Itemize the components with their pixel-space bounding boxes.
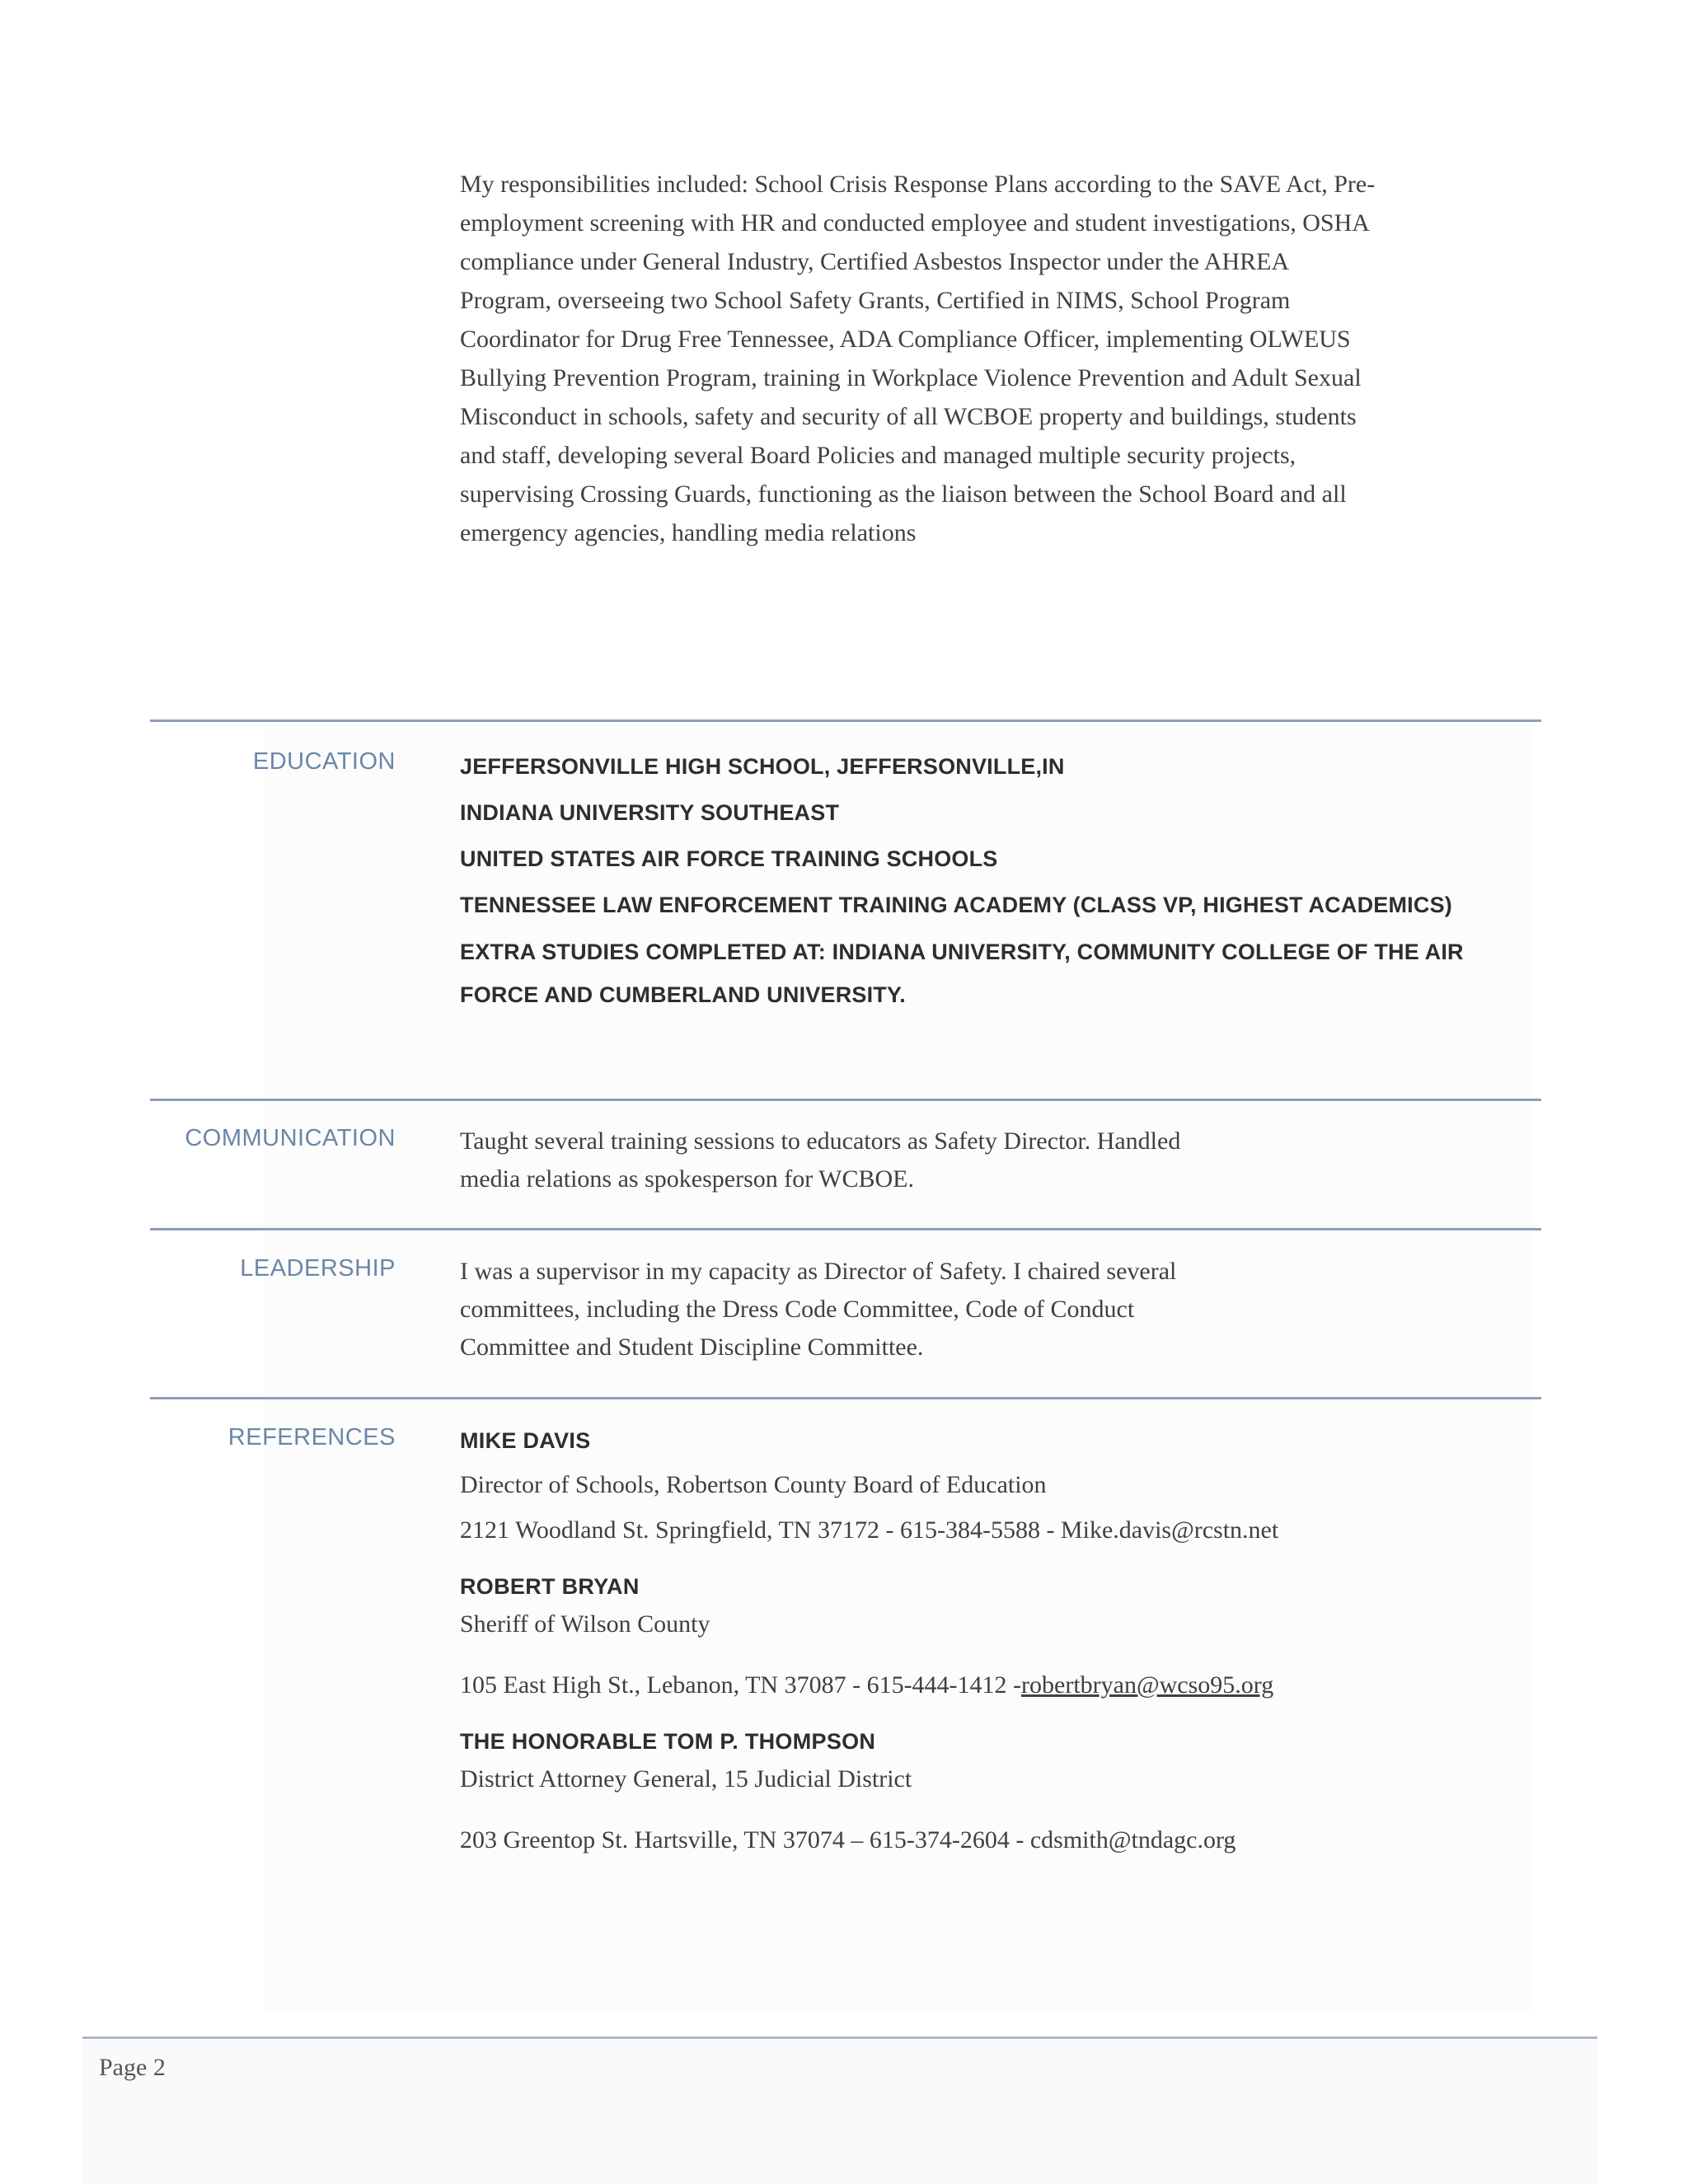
section-divider xyxy=(150,719,1541,722)
intro-line: supervising Crossing Guards, functioning as the liaison between the School Board and all xyxy=(460,480,1347,508)
reference-title: Sheriff of Wilson County xyxy=(460,1610,710,1638)
leadership-heading: LEADERSHIP xyxy=(240,1255,396,1282)
section-divider xyxy=(150,1228,1541,1230)
education-heading: EDUCATION xyxy=(252,748,396,775)
reference-entry xyxy=(460,1722,1531,1859)
leadership-line: committees, including the Dress Code Committee, Code of Conduct xyxy=(460,1296,1135,1323)
leadership-line: I was a supervisor in my capacity as Director of Safety. I chaired several xyxy=(460,1258,1177,1285)
communication-text xyxy=(460,1122,1531,1198)
reference-title: District Attorney General, 15 Judicial District xyxy=(460,1765,912,1793)
reference-contact: 2121 Woodland St. Springfield, TN 37172 - 615-384-5588 - Mike.davis@rcstn.net xyxy=(460,1516,1279,1544)
references-list xyxy=(460,1422,1531,1859)
footer-divider xyxy=(82,2036,1597,2039)
education-item: INDIANA UNIVERSITY SOUTHEAST xyxy=(460,800,840,825)
intro-line: emergency agencies, handling media relations xyxy=(460,519,917,546)
education-list xyxy=(460,746,1531,1021)
reference-contact-text: 105 East High St., Lebanon, TN 37087 - 615-444-1412 - xyxy=(460,1671,1022,1699)
reference-entry xyxy=(460,1568,1531,1704)
section-divider xyxy=(150,1397,1541,1399)
education-item: TENNESSEE LAW ENFORCEMENT TRAINING ACADEMY (CLASS VP, HIGHEST ACADEMICS) xyxy=(460,893,1452,917)
intro-line: Program, overseeing two School Safety Grants, Certified in NIMS, School Program xyxy=(460,287,1291,314)
reference-title: Director of Schools, Robertson County Board of Education xyxy=(460,1471,1047,1498)
education-item: EXTRA STUDIES COMPLETED AT: INDIANA UNIVERSITY, COMMUNITY COLLEGE OF THE AIR xyxy=(460,940,1464,964)
reference-name: THE HONORABLE TOM P. THOMPSON xyxy=(460,1729,876,1754)
intro-line: and staff, developing several Board Policies and managed multiple security projects, xyxy=(460,442,1296,469)
email-link[interactable]: robertbryan@wcso95.org xyxy=(1021,1671,1274,1699)
intro-line: employment screening with HR and conducted employee and student investigations, OSHA xyxy=(460,209,1370,237)
intro-line: Bullying Prevention Program, training in Workplace Violence Prevention and Adult Sexual xyxy=(460,364,1362,391)
reference-name: MIKE DAVIS xyxy=(460,1428,591,1453)
reference-contact xyxy=(460,1666,1531,1704)
leadership-line: Committee and Student Discipline Committee. xyxy=(460,1333,924,1361)
page-number: Page 2 xyxy=(99,2054,166,2081)
references-heading: REFERENCES xyxy=(227,1424,396,1451)
responsibilities-paragraph xyxy=(460,165,1531,552)
leadership-text xyxy=(460,1253,1531,1366)
reference-contact: 203 Greentop St. Hartsville, TN 37074 – 615-374-2604 - cdsmith@tndagc.org xyxy=(460,1826,1236,1854)
education-item: UNITED STATES AIR FORCE TRAINING SCHOOLS xyxy=(460,846,998,871)
reference-entry xyxy=(460,1422,1531,1549)
intro-line: Misconduct in schools, safety and security of all WCBOE property and buildings, students xyxy=(460,403,1357,430)
section-divider xyxy=(150,1099,1541,1101)
communication-heading: COMMUNICATION xyxy=(185,1125,396,1151)
education-item: FORCE AND CUMBERLAND UNIVERSITY. xyxy=(460,982,906,1007)
communication-line: Taught several training sessions to educators as Safety Director. Handled xyxy=(460,1127,1181,1155)
intro-line: My responsibilities included: School Crisis Response Plans according to the SAVE Act, Pre- xyxy=(460,171,1376,198)
footer-background xyxy=(82,2040,1599,2184)
intro-line: compliance under General Industry, Certified Asbestos Inspector under the AHREA xyxy=(460,248,1290,275)
education-item: JEFFERSONVILLE HIGH SCHOOL, JEFFERSONVILLE,IN xyxy=(460,754,1065,779)
reference-name: ROBERT BRYAN xyxy=(460,1574,640,1599)
communication-line: media relations as spokesperson for WCBOE. xyxy=(460,1165,915,1193)
intro-line: Coordinator for Drug Free Tennessee, ADA Compliance Officer, implementing OLWEUS xyxy=(460,326,1351,353)
